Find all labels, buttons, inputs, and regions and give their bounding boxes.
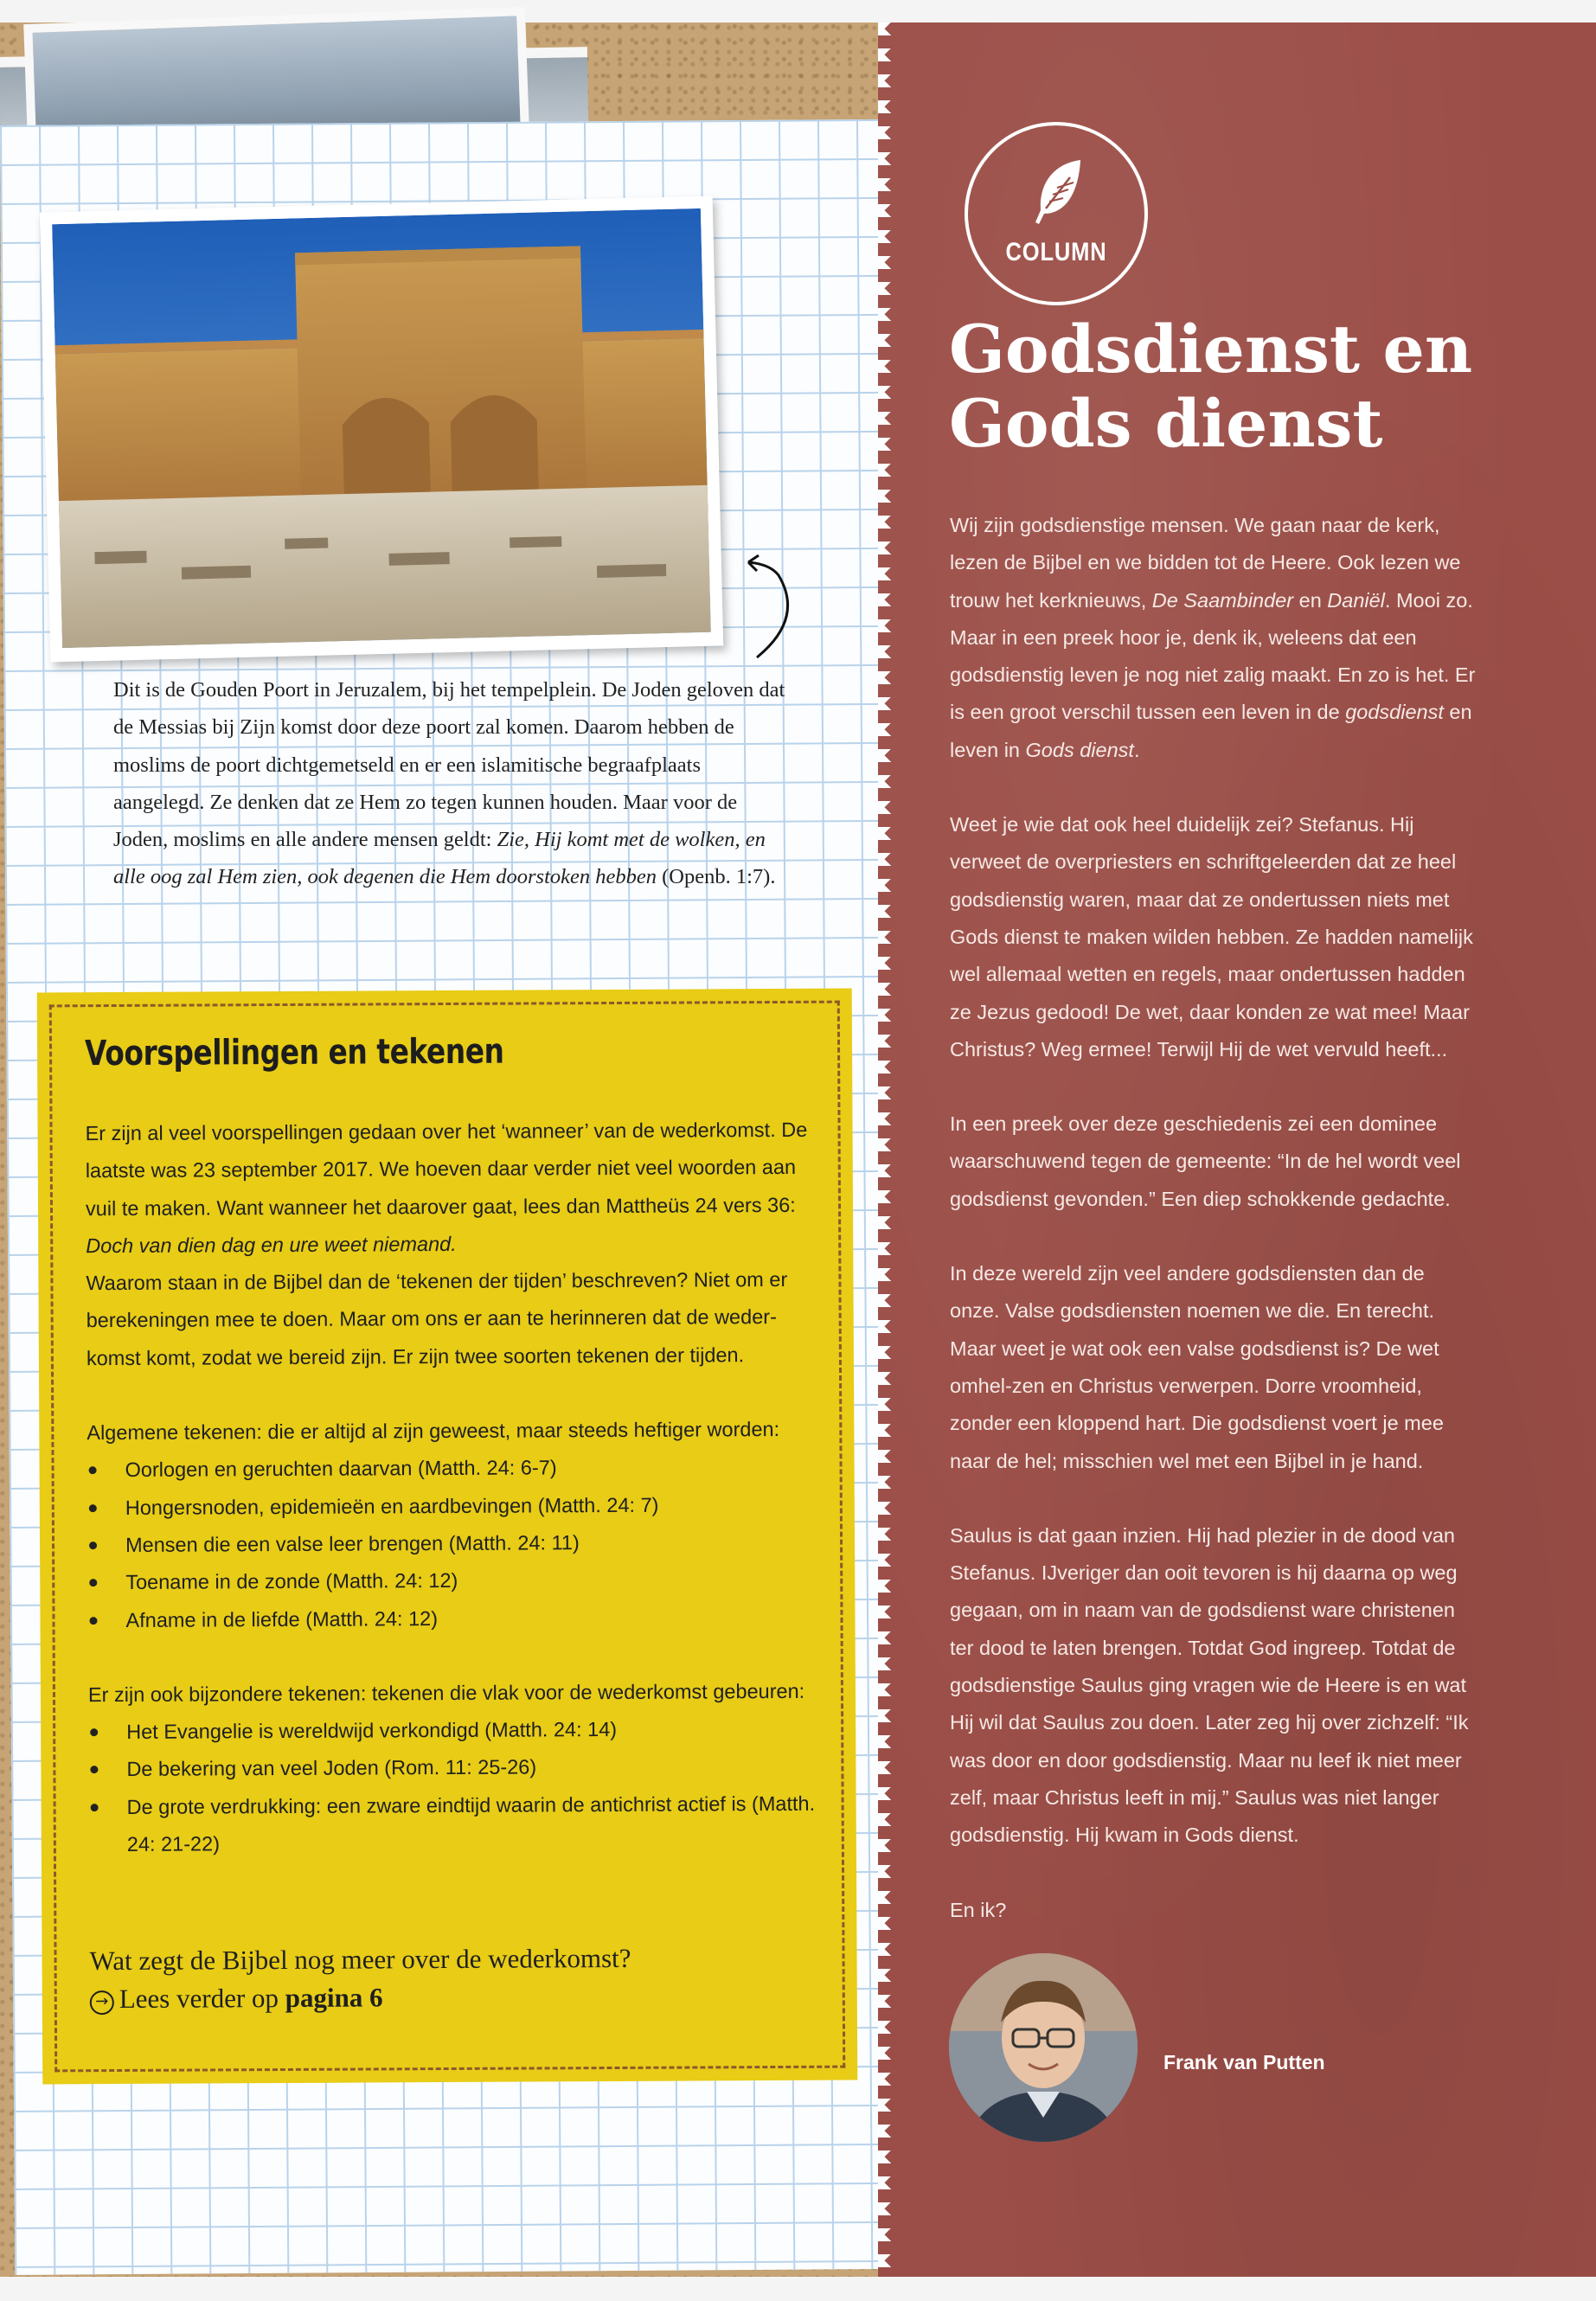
magazine-title: De Saambinder	[1151, 588, 1294, 612]
curved-arrow-icon	[740, 554, 800, 666]
column-paragraph: Saulus is dat gaan inzien. Hij had plezier in de dood van Stefanus. IJveriger dan ooit tevoren is hij daarna op weg gegaan, om in naam van de godsdienst ware christenen ter dood te laten brengen. Totdat God ingreep. Totdat de godsdienstige Saulus ging vragen wie de Heere is en wat Hij wil dat Saulus zou doen. Later zeg hij over zichzelf: “Ik was door en door godsdienstig. Maar nu leef ik niet meer zelf, maar Christus leeft in mij.” Saulus was niet langer godsdienstig. Hij kwam in Gods dienst.	[950, 1523, 1469, 1847]
list-item: Mensen die een valse leer brengen (Matth. 24: 11)	[87, 1523, 831, 1565]
box-footer	[89, 1939, 833, 2019]
list-item: Toename in de zonde (Matth. 24: 12)	[87, 1561, 831, 1602]
footer-link-prefix: Lees verder op	[119, 1982, 285, 2014]
arrow-right-circle-icon: →	[90, 1990, 114, 2015]
emphasis: godsdienst	[1345, 701, 1444, 724]
magazine-title: Daniël	[1327, 588, 1385, 612]
avatar	[949, 1953, 1138, 2142]
photo-caption	[113, 671, 797, 896]
caption-reference: (Openb. 1:7).	[657, 865, 776, 889]
bottom-margin	[0, 2277, 1596, 2301]
box-intro	[85, 1112, 830, 1378]
emphasis: Gods dienst	[1025, 738, 1134, 761]
special-signs-heading: Er zijn ook bijzondere tekenen: tekenen die vlak voor de wederkomst gebeuren:	[87, 1679, 805, 1707]
paragraph-text: en	[1293, 588, 1328, 612]
feather-icon	[1029, 157, 1089, 226]
prophecy-box	[37, 989, 858, 2085]
box-intro2: Waarom staan in de Bijbel dan de ‘tekenen der tijden’ beschreven? Niet om er berekeningen mee te doen. Maar om ons er aan te herinneren dat de weder-komst komt, zodat we bereid zijn. Er zijn twee soorten tekenen der tijden.	[86, 1268, 788, 1369]
general-signs-list	[87, 1448, 831, 1639]
caption-text: Dit is de Gouden Poort in Jeruzalem, bij het tempelplein. De Joden geloven dat de Messias bij Zijn komst door deze poort zal komen. Daarom hebben de moslims de poort dichtgemetseld en er een islamitische begraafplaats aangelegd. Ze denken dat ze Hem zo tegen kunnen houden. Maar voor de Joden, moslims en alle andere mensen geldt:	[113, 678, 785, 852]
special-signs-list	[88, 1710, 833, 1864]
caption-quote: Zie, Hij komt met de wolken, en alle oog zal Hem zien, ook degenen die Hem doorstoken hebben	[113, 828, 766, 889]
column-badge	[965, 122, 1148, 305]
column-paragraph: In deze wereld zijn veel andere godsdiensten dan de onze. Valse godsdiensten noemen we die. En terecht. Maar weet je wat ook een valse godsdienst is? De wet omhel-zen en Christus verwerpen. Dorre vroomheid, zonder een kloppend hart. Die godsdienst voert je mee naar de hel; misschien wel met een Bijbel in je hand.	[950, 1262, 1444, 1472]
box-intro-quote: Doch van dien dag en ure weet niemand.	[86, 1232, 457, 1258]
list-item: De grote verdrukking: een zware eindtijd waarin de antichrist actief is (Matth. 24: 21-22)	[89, 1785, 833, 1863]
box-body	[85, 1112, 833, 1864]
zigzag-edge	[878, 22, 904, 2277]
footer-link-page[interactable]: pagina 6	[285, 1982, 383, 2013]
column-paragraph: In een preek over deze geschiedenis zei een dominee waarschuwend tegen de gemeente: “In de hel wordt veel godsdienst gevonden.” Een diep schokkende gedachte.	[950, 1112, 1461, 1210]
title-line-2: Gods dienst	[949, 385, 1383, 462]
title-line-1: Godsdienst en	[949, 311, 1473, 388]
author-portrait	[949, 1953, 1138, 2142]
badge-label: COLUMN	[1005, 238, 1107, 266]
footer-link[interactable]	[90, 1977, 834, 2019]
list-item: Hongersnoden, epidemieën en aardbevingen (Matth. 24: 7)	[87, 1485, 831, 1527]
column-paragraph: En ik?	[950, 1898, 1007, 1921]
box-intro-text: Er zijn al veel voorspellingen gedaan over het ‘wanneer’ van de wederkomst. De laatste was 23 september 2017. We hoeven daar verder niet veel woorden aan vuil te maken. Want wanneer het daarover gaat, lees dan Mattheüs 24 vers 36:	[85, 1118, 808, 1220]
author-name: Frank van Putten	[1163, 2051, 1325, 2073]
column-title	[949, 312, 1572, 461]
column-body	[950, 507, 1477, 1966]
list-item: De bekering van veel Joden (Rom. 11: 25-26)	[88, 1747, 832, 1789]
column-paragraph: Weet je wie dat ook heel duidelijk zei? Stefanus. Hij verweet de overpriesters en schriftgeleerden dat ze heel godsdienstig waren, maar dat ze ondertussen niets met Gods dienst te maken wilden hebben. Ze hadden namelijk wel allemaal wetten en regels, maar ondertussen hadden ze Jezus gedood! De wet, daar konden ze wat mee! Maar Christus? Weg ermee! Terwijl Hij de wet vervuld heeft...	[950, 813, 1473, 1061]
paragraph-text: .	[1133, 738, 1140, 761]
paragraph-text: . Mooi zo. Maar in een preek hoor je, denk ik, weleens dat een godsdienstig leven je nog niet zalig maakt. En zo is het. Er is een groot verschil tussen een leven in de	[950, 588, 1476, 724]
box-title: Voorspellingen en tekenen	[84, 1031, 504, 1074]
column-panel	[878, 22, 1596, 2277]
paragraph-text: en leven in	[950, 701, 1472, 761]
paragraph-text: Wij zijn godsdienstige mensen. We gaan naar de kerk, lezen de Bijbel en we bidden tot de Heere. Ook lezen we trouw het kerknieuws,	[950, 514, 1461, 612]
list-item: Oorlogen en geruchten daarvan (Matth. 24: 6-7)	[87, 1448, 830, 1490]
golden-gate-photo	[40, 196, 723, 663]
column-paragraph	[950, 507, 1477, 769]
general-signs-heading: Algemene tekenen: die er altijd al zijn geweest, maar steeds heftiger worden:	[87, 1418, 780, 1445]
list-item: Het Evangelie is wereldwijd verkondigd (Matth. 24: 14)	[88, 1710, 832, 1752]
footer-question: Wat zegt de Bijbel nog meer over de wederkomst?	[89, 1942, 631, 1977]
list-item: Afname in de liefde (Matth. 24: 12)	[87, 1598, 831, 1639]
golden-gate-image	[52, 208, 711, 648]
